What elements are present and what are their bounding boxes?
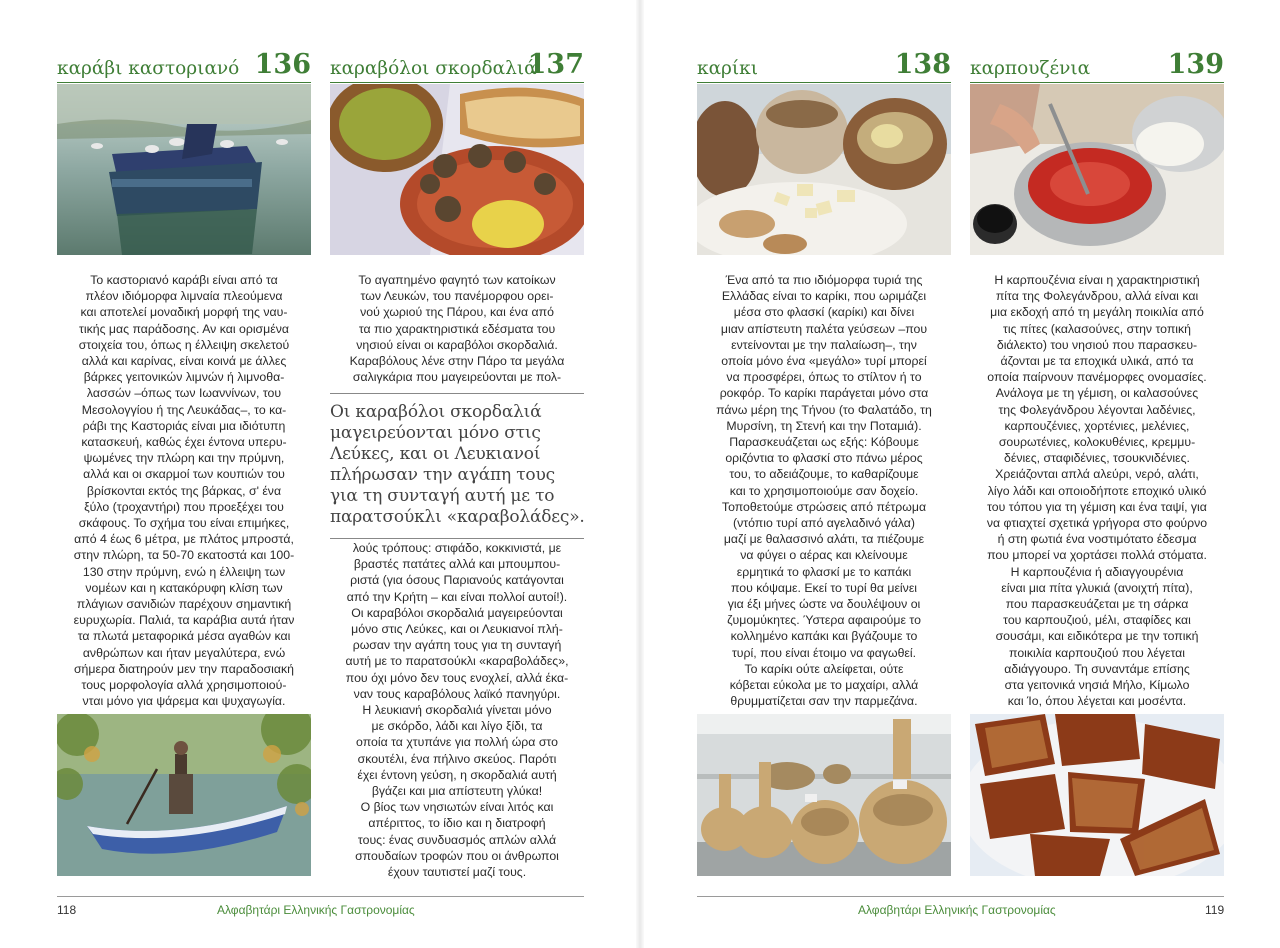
- entry-number: 139: [1167, 49, 1224, 80]
- entry-number: 138: [894, 49, 951, 80]
- page-number-right: 119: [1205, 903, 1225, 917]
- entry-title: καρπουζένια: [970, 58, 1091, 79]
- entry-title: καραβόλοι σκορδαλιά: [330, 58, 537, 79]
- entry-header: [57, 46, 311, 83]
- entry-136: [57, 46, 311, 709]
- photo-karpouzenia-pie: [970, 714, 1224, 876]
- entry-137: [330, 46, 585, 880]
- entry-138: [697, 46, 951, 709]
- entry-title: καρίκι: [697, 58, 759, 79]
- entry-text-top: Το αγαπημένο φαγητό των κατοίκων των Λευκών, του πανέμορφου ορει- νού χωριού της Πάρου, και ένα από τα πιο χαρακτηριστικά εδέσματα του νησιού είναι οι καραβόλοι σκορδαλιά. Καραβόλους λένε στην Πάρο τα μεγάλα σαλιγκάρια που μαγειρεύονται με πολ-: [349, 273, 565, 385]
- entry-text: Η καρπουζένια είναι η χαρακτηριστική πίτα της Φολεγάνδρου, αλλά είναι και μια εκδοχή από τη μεγάλη ποικιλία από τις πίτες (καλασούνες, στην τοπική διάλεκτο) του νησιού που παρασκευ- άζονται με τα εποχικά υλικά, από τα οποία παίρνουν πανέμορφες ονομασίες. Ανάλογα με τη γέμιση, οι καλασούνες της Φολεγάνδρου λέγονται λαδένιες, καρπουζένιες, χορτένιες, μελένιες, σουρωτένιες, κολοκυθένιες, κρεμμυ- δένιες, σταφιδένιες, τσουκνιδένιες. Χρειάζονται απλά αλεύρι, νερό, αλάτι, λίγο λάδι και οποιοδήποτε εποχικό υλικό του τόπου για τη γέμιση και ένα ταψί, για να φτιαχτεί σχετικά γρήγορα στο φούρνο ή στη φωτιά ένα νοστιμότατο έδεσμα που μπορεί να χορτάσει πολλά στόματα. Η καρπουζένια ή αδιαγγουρένια είναι μια πίτα γλυκιά (ανοιχτή πίτα), που παρασκευάζεται με τη σάρκα του καρπουζιού, μέλι, σταφίδες και σουσάμι, και ειδικότερα με την τοπική ποικιλία καρπουζιού που λέγεται αδιάγγουρο. Τη συναντάμε επίσης στα γειτονικά νησιά Μήλο, Κίμωλο και Ίο, όπου λέγεται και μοσέντα.: [986, 273, 1208, 709]
- photo-snails-skordalia: [330, 84, 584, 255]
- running-footer-left: Αλφαβητάρι Ελληνικής Γαστρονομίας: [217, 903, 415, 917]
- entry-header: [330, 46, 584, 83]
- entry-number: 136: [254, 49, 311, 80]
- photo-gourds-shelf: [697, 714, 951, 876]
- photo-karikia-cheese: [697, 84, 951, 255]
- entry-title: καράβι καστοριανό: [57, 58, 240, 79]
- photo-fisherman-boat: [57, 714, 311, 876]
- entry-header: [970, 46, 1224, 83]
- pull-quote: Οι καραβόλοι σκορδαλιά μαγειρεύονται μόνο στις Λεύκες, και οι Λευκιανοί πλήρωσαν την αγάπη τους για τη συνταγή αυτή με το παρατσούκλι «καραβολάδες».: [330, 393, 584, 539]
- entry-text-bottom: λούς τρόπους: στιφάδο, κοκκινιστά, με βραστές πατάτες αλλά και μπουμπου- ριστά (για όσους Παριανούς κατάγονται από την Κρήτη – και είναι πολλοί αυτοί!). Οι καραβόλοι σκορδαλιά μαγειρεύονται μόνο στις Λεύκες, και οι Λευκιανοί πλή- ρωσαν την αγάπη τους για τη συνταγή αυτή με το παρατσούκλι «καραβολάδες», που όχι μόνο δεν τους ενοχλεί, αλλά έκα- ναν τους καραβόλους λαϊκό πανηγύρι. Η λευκιανή σκορδαλιά γίνεται μόνο με σκόρδο, λάδι και λίγο ξίδι, τα οποία τα χτυπάνε για πολλή ώρα στο σκουτέλι, ένα πήλινο σκεύος. Παρότι έχει έντονη γεύση, η σκορδαλιά αυτή βγάζει και μια απίστευτη γλύκα! Ο βίος των νησιωτών είναι λιτός και απέριττος, το ίδιο και η διατροφή τους: ένας συνδυασμός απλών αλλά σπουδαίων τροφών που οι άνθρωποι έχουν ταυτιστεί μαζί τους.: [345, 541, 569, 880]
- book-gutter: [636, 0, 644, 948]
- photo-kastoria-boat: [57, 84, 311, 255]
- footer-rule-right: [697, 896, 1224, 897]
- entry-header: [697, 46, 951, 83]
- footer-rule-left: [57, 896, 584, 897]
- entry-text: Ένα από τα πιο ιδιόμορφα τυριά της Ελλάδας είναι το καρίκι, που ωριμάζει μέσα στο φλασκί (καρίκι) και δίνει μιαν απίστευτη παλέτα γεύσεων –που εντείνονται με την παλαίωση–, την οποία μόνο ένα «μεγάλο» τυρί μπορεί να προσφέρει, όπως το στίλτον ή το ροκφόρ. Το καρίκι παράγεται μόνο στα πάνω μέρη της Τήνου (το Φαλατάδο, τη Μυρσίνη, τη Στενή και την Ποταμιά). Παρασκευάζεται ως εξής: Κόβουμε οριζόντια το φλασκί στο πάνω μέρος του, το αδειάζουμε, το καθαρίζουμε και το χρησιμοποιούμε σαν δοχείο. Τοποθετούμε στρώσεις από πέτρωμα (ντόπιο τυρί από αγελαδινό γάλα) μαζί με θαλασσινό αλάτι, τα πιέζουμε να φύγει ο αέρας και κλείνουμε ερμητικά το φλασκί με το καπάκι που κόψαμε. Εκεί το τυρί θα μείνει για έξι μήνες ώστε να δουλέψουν οι ζυμομύκητες. Ύστερα αφαιρούμε το κολλημένο καπάκι και βγάζουμε το τυρί, που είναι έτοιμο να φαγωθεί. Το καρίκι ούτε αλείφεται, ούτε κόβεται εύκολα με το μαχαίρι, αλλά θρυμματίζεται σαν την παρμεζάνα.: [716, 273, 932, 709]
- entry-139: [970, 46, 1224, 709]
- entry-text: Το καστοριανό καράβι είναι από τα πλέον ιδιόμορφα λιμναία πλεούμενα και αποτελεί μοναδική μορφή της ναυ- τικής μας παράδοσης. Αν και ορισμένα στοιχεία του, όπως η έλλειψη σκελετού αλλά και καρίνας, είναι κοινά με άλλες βάρκες γειτονικών λιμνών ή λιμνοθα- λασσών –όπως των Ιωαννίνων, του Μεσολογγίου ή της Λευκάδας–, το κα- ράβι της Καστοριάς είναι μια ιδιότυπη κατασκευή, καθώς έχει έντονα υπερυ- ψωμένες την πλώρη και την πρύμνη, αλλά και οι σκαρμοί των κουπιών του βρίσκονται εκτός της βάρκας, σ' ένα ξύλο (τροχαντήρι) που προεξέχει του σκάφους. Το σχήμα του είναι επιμήκες, από 4 έως 6 μέτρα, με πλάτος μπροστά, στην πλώρη, τα 50-70 εκατοστά και 100- 130 στην πρύμνη, ενώ η έλλειψη των νομέων και η κατακόρυφη κλίση των πλάγιων σανιδιών παρέχουν σημαντική ευρυχωρία. Παλιά, τα καράβια αυτά ήταν τα πλωτά μεταφορικά μέσα αγαθών και ανθρώπων και ήταν μεγαλύτερα, ενώ σήμερα διατηρούν μεν την παραδοσιακή τους μορφολογία αλλά χρησιμοποιού- νται μόνο για ψάρεμα και ψυχαγωγία.: [73, 273, 295, 709]
- photo-mixing-bowl: [970, 84, 1224, 255]
- entry-number: 137: [527, 49, 584, 80]
- running-footer-right: Αλφαβητάρι Ελληνικής Γαστρονομίας: [858, 903, 1056, 917]
- page-number-left: 118: [57, 903, 77, 917]
